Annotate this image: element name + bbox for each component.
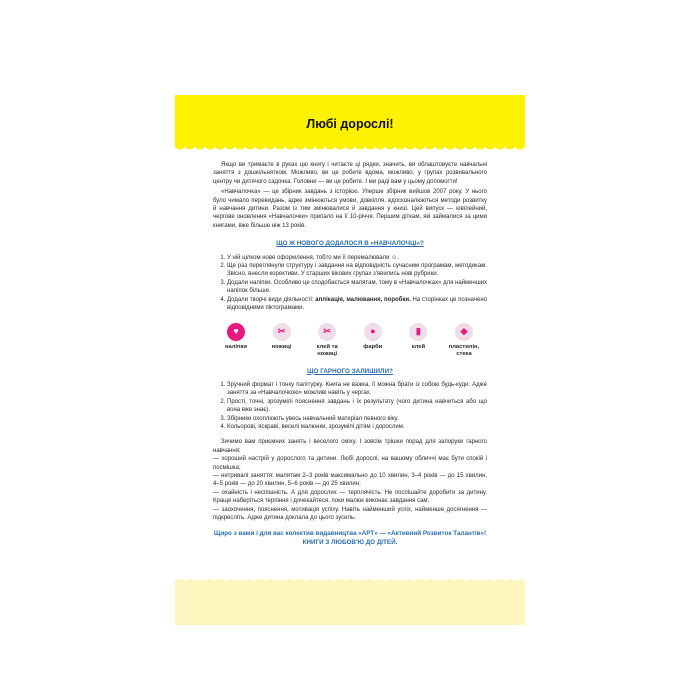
list-item-bold: аплікація, малювання, поробки.: [315, 296, 411, 303]
list-item: [227, 296, 487, 313]
glue-scissors-icon: ✂: [318, 323, 336, 341]
pictogram: [447, 323, 481, 358]
intro-paragraph: Якщо ви тримаєте в руках цю книгу і читаєте ці рядки, значить, ви облаштовуєте навчальні заняття з дошкільнятком. Можливо, ви це робите вдома, можливо, у групах розвивального центру чи дитячого садочка. Головне — ви це робите. І ми раді вам у цьому допомогти!: [213, 162, 487, 185]
list-item: 2. Ще раз переглянули структуру і завдання на відповідність сучасним програмам, методикам. Звісно, внесли корективи. У старших вікових групах з'явились нові рубрики.: [227, 262, 487, 279]
section-title-kept: ЩО ГАРНОГО ЗАЛИШИЛИ?: [307, 367, 393, 375]
plasticine-icon: ◆: [455, 323, 473, 341]
pictogram: [265, 323, 299, 358]
pictogram-label: клей та ножиці: [316, 343, 338, 357]
list-item-text: Додали творчі види діяльності:: [227, 296, 316, 303]
page-content: [213, 161, 487, 548]
list-item: 3. Додали наліпки. Особливо це сподобається малятам, тому в «Навчалочках» для найменших наліпок більше.: [227, 279, 487, 296]
list-item: 1. Зручний формат і тонку палітурку. Книга не важка, її можна брати із собою будь-куди. Адже заняття за «Навчалочкою» можливі навіть у чергах.: [227, 381, 487, 398]
publisher-credit: [213, 530, 487, 547]
new-features-list: [213, 254, 487, 313]
kept-features-list: [213, 381, 487, 431]
list-item: 3. Збірники охоплюють увесь навчальний матеріал певного віку.: [227, 415, 487, 423]
tip-item: — хороший настрій у дорослого та дитини. Любі дорослі, на вашому обличчі має бути спокій і посмішка;: [213, 456, 487, 471]
pictogram: [310, 323, 344, 358]
pictogram-row: [219, 323, 481, 358]
list-item: 4. Кольорові, яскраві, веселі малюнки, зрозумілі дітям і дорослим.: [227, 423, 487, 431]
header-wave: [175, 143, 525, 153]
pictogram: [401, 323, 435, 358]
list-item-text: На сторінках це позначено відповідними піктограмами.: [227, 296, 487, 312]
bottom-band: [175, 583, 525, 625]
pictogram-label: наліпки: [225, 343, 247, 350]
tip-item: — охайність і неспішність. А для дорослих — терплячість. Не поспішайте доробити за дитину. Краще наберіться терпіння і дочекайтеся, поки малюк виконає завдання сам;: [213, 489, 487, 505]
page-title: Любі дорослі!: [306, 117, 394, 131]
tip-item: — заохочення, пояснення, мотивація успіху. Навіть найменший успіх, найменше досягнення — підкресліть. Адже дитина доклала до цього зусиль.: [213, 506, 487, 521]
pictogram-label: пластилін, стека: [448, 343, 480, 357]
credit-slogan: КНИГИ З ЛЮБОВ'Ю ДО ДІТЕЙ.: [302, 539, 398, 546]
list-item: 1. У ній цілком нове оформлення, тобто ми її перемалювали ☺.: [227, 254, 487, 262]
pictogram-label: клей: [411, 343, 426, 350]
sticker-icon: ♥: [227, 323, 245, 341]
pictogram-label: ножиці: [271, 343, 292, 350]
credit-line: Щиро з вами і для вас колектив видавництва «АРТ» — «Активний Розвиток Талантів»!: [213, 530, 487, 538]
tips-intro: Зичимо вам приємних занять і веселого сміху. І зовсім трішки порад для запоруки гарного навчання:: [213, 439, 487, 454]
pictogram-label: фарби: [363, 343, 383, 350]
pictogram: [356, 323, 390, 358]
tips-list: [213, 438, 487, 522]
tip-item: — нетривалі заняття: малятам 2–3 років максимально до 10 хвилин, 3–4 років — до 15 хвилин, 4–5 років — до 20 хвилин, 5–6 років — до 25 хвилин;: [213, 472, 487, 488]
list-item: 2. Прості, точні, зрозумілі пояснення завдань і їх результату (чого дитина навчиться або що вона вже знає).: [227, 398, 487, 415]
paint-icon: ●: [364, 323, 382, 341]
section-title-new: ЩО Ж НОВОГО ДОДАЛОСЯ В «НАВЧАЛОЧЦІ»?: [276, 240, 424, 248]
pictogram: [219, 323, 253, 358]
intro-paragraph: «Навчалочка» — це збірник завдань з історією. Уперше збірник вийшов 2007 року. У нього було чимало перевидань, адже змінюються умови, довкілля, вдосконалюються методи розвитку й навчання дитини. Разом із тим змінювалися й завдання у книзі. Цей випуск — ювілейний, чергове оновлення «Навчалочки» припало на її 10-річчя. Першим діткам, які займалися за цими книгами, вже більше ніж 13 років.: [213, 189, 487, 229]
scissors-icon: ✂: [273, 323, 291, 341]
glue-icon: ▮: [409, 323, 427, 341]
book-page: [175, 95, 525, 625]
